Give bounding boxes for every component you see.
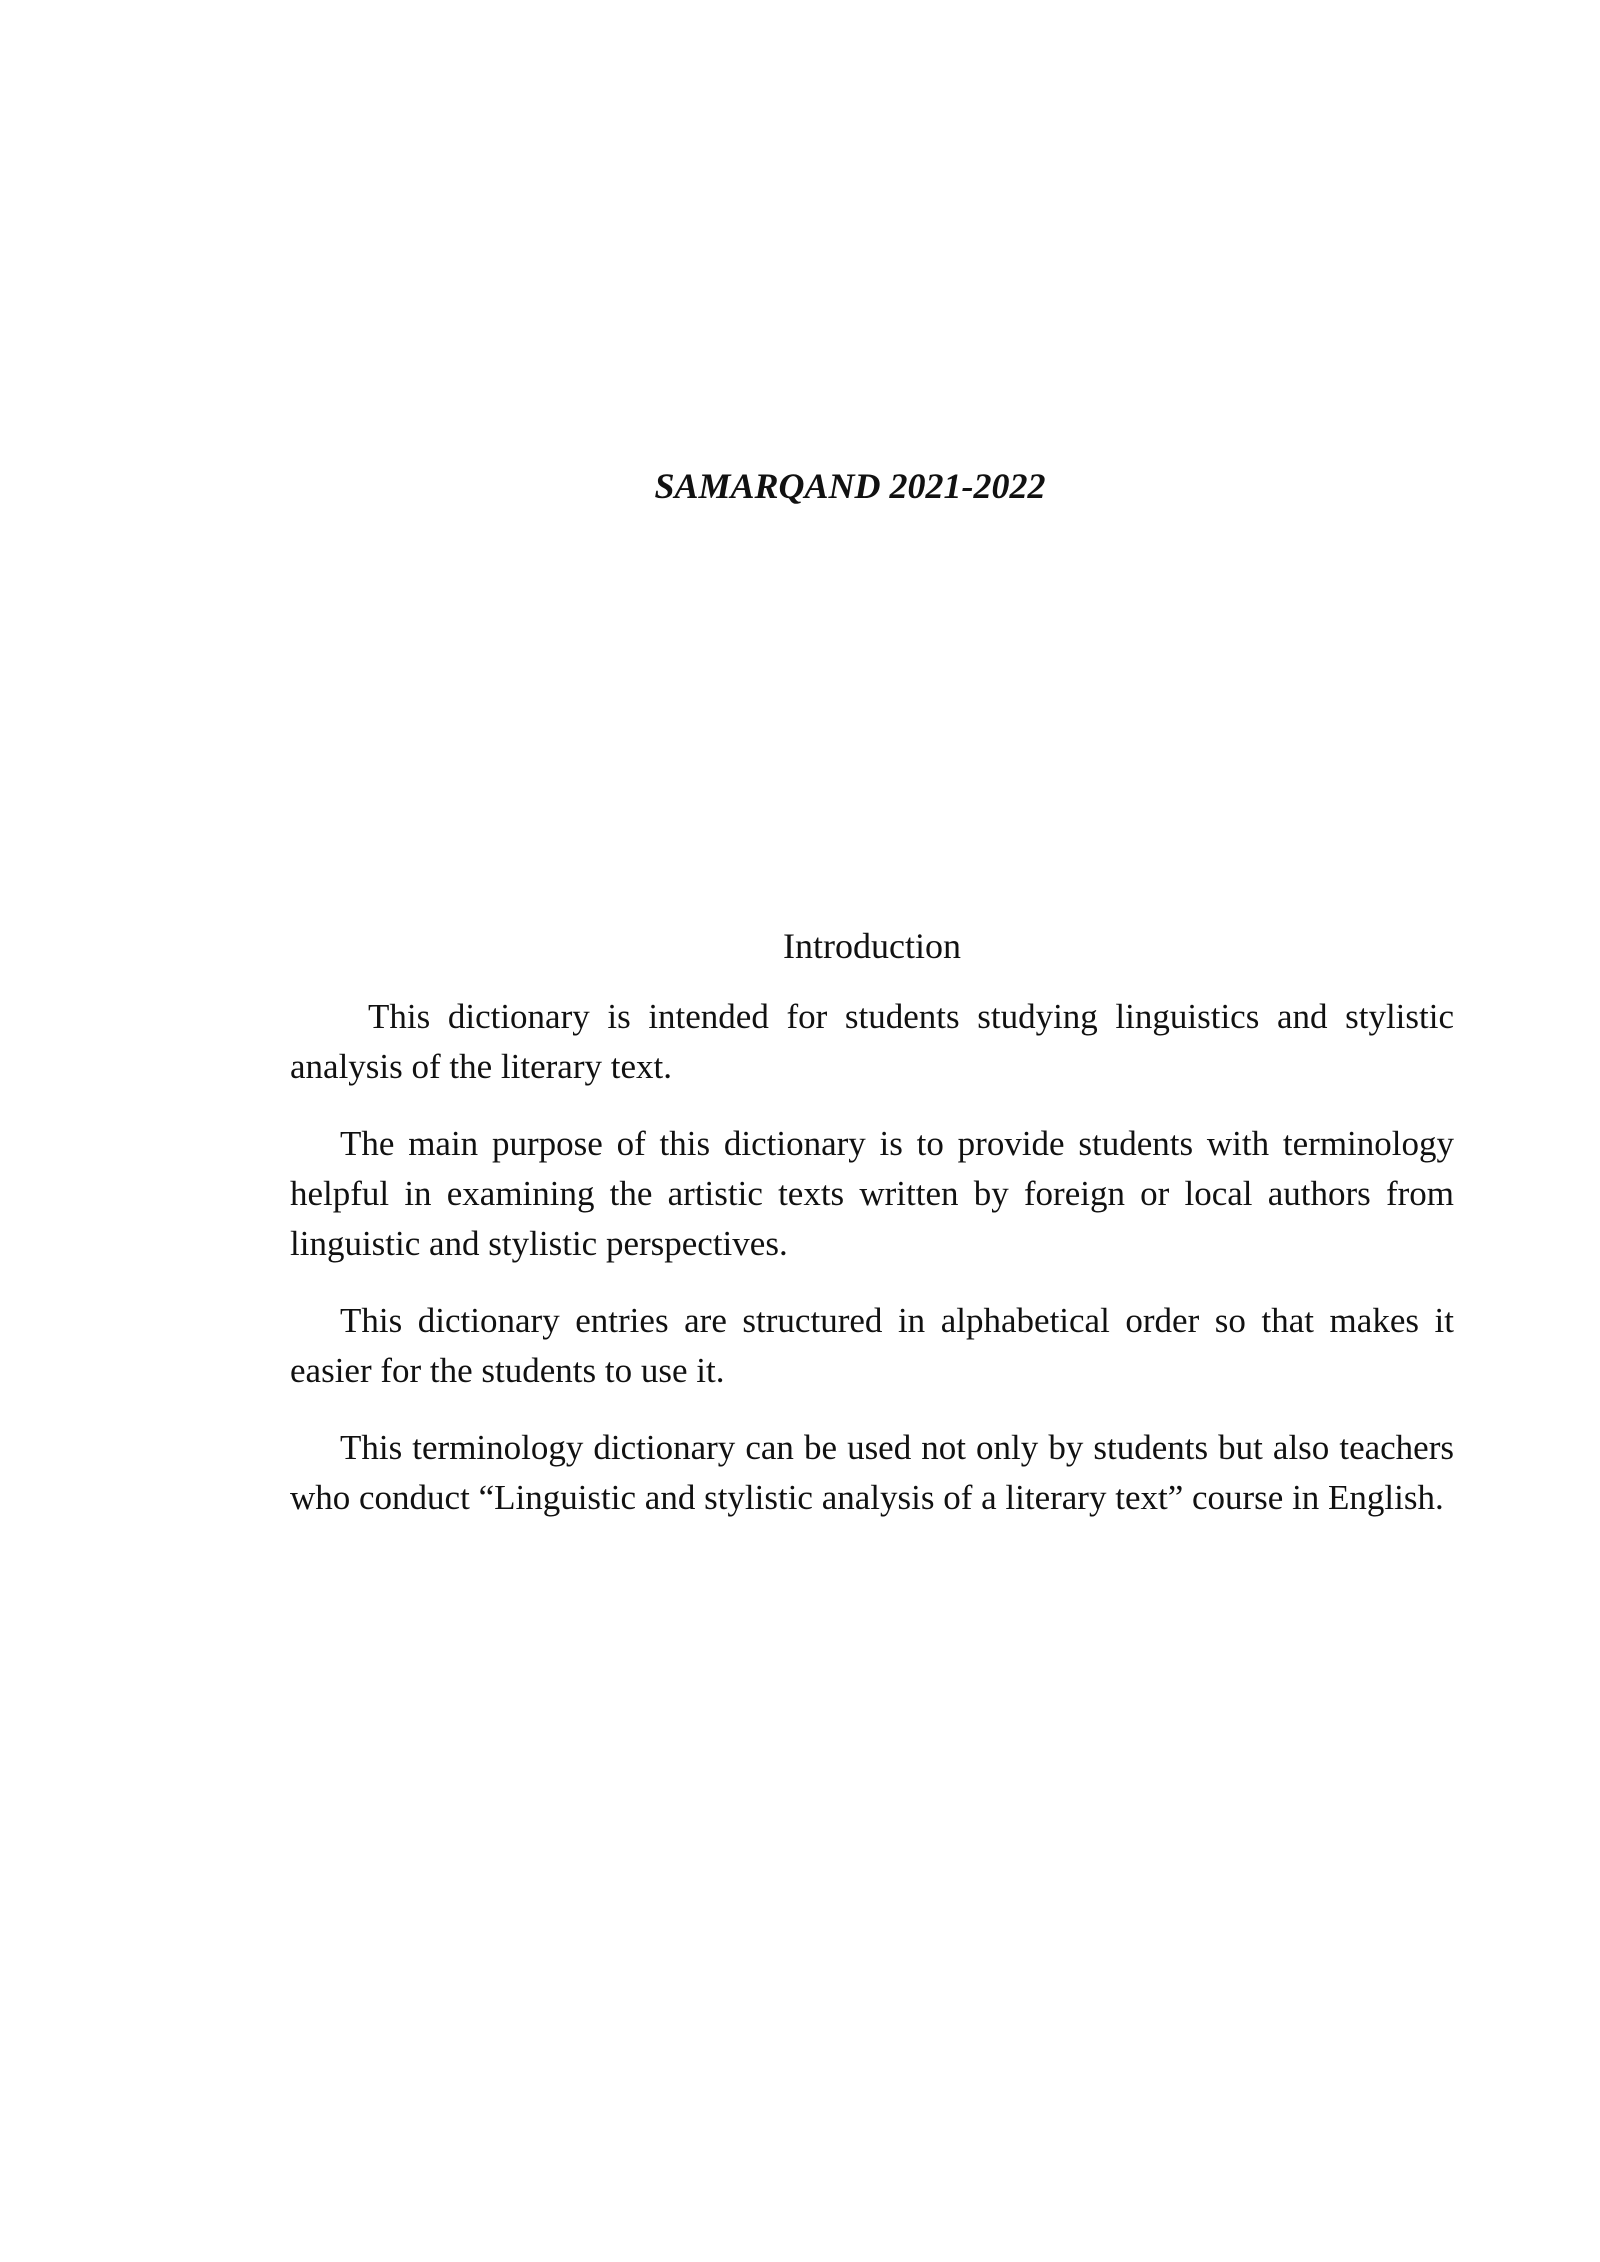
intro-paragraph-3: This dictionary entries are structured in alphabetical order so that makes it easier for the students to use it. [290, 1301, 1454, 1390]
intro-paragraph-4: This terminology dictionary can be used not only by students but also teachers who conduct “Linguistic and stylistic analysis of a literary text” course in English. [290, 1428, 1454, 1517]
city-year-heading: SAMARQAND 2021-2022 [654, 466, 1046, 506]
introduction-title: Introduction [783, 926, 961, 966]
intro-paragraph-2: The main purpose of this dictionary is to provide students with terminology helpful in examining the artistic texts written by foreign or local authors from linguistic and stylistic perspectives. [290, 1124, 1454, 1263]
introduction-section [290, 922, 1454, 1550]
intro-paragraph-1: This dictionary is intended for students studying linguistics and stylistic analysis of the literary text. [290, 997, 1454, 1086]
